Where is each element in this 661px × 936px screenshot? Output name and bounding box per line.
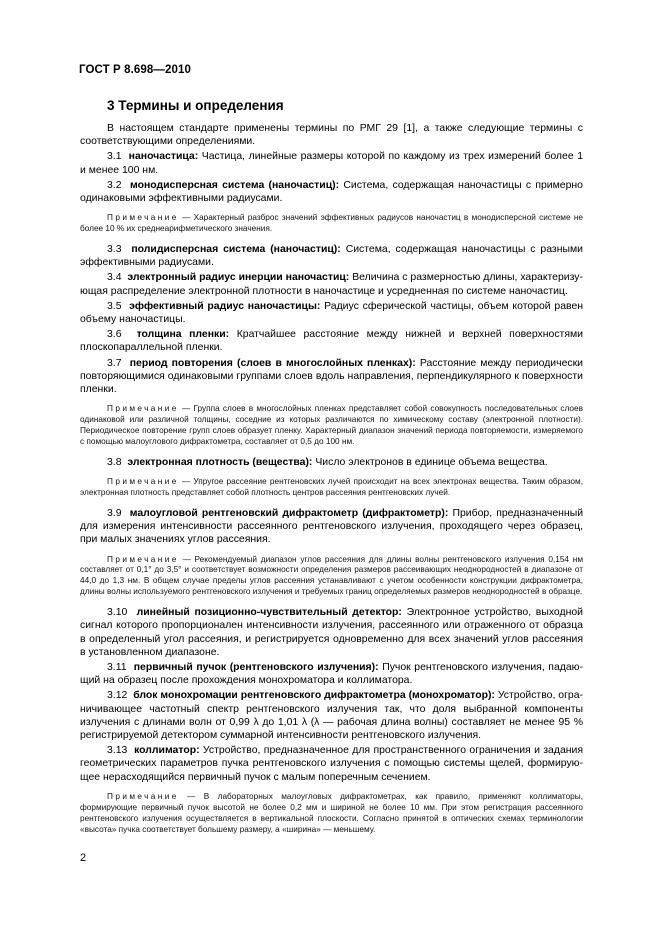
term-name: электронная плотность (вещества): [127, 456, 313, 468]
term-paragraph [80, 689, 583, 742]
note-label: Примечание [107, 791, 179, 801]
term-paragraph [80, 456, 583, 469]
term-definition: Система, содержащая наночастицы с примерно одинаковыми эффективными радиусами. [80, 179, 583, 205]
document-body [80, 122, 583, 843]
term-name: электронный радиус инерции наночастиц: [127, 272, 350, 284]
note-paragraph [80, 792, 583, 836]
term-name: полидисперсная система (наночастиц): [131, 244, 341, 256]
term-definition: Система, содержащая наночастицы с разными эффективными радиусами. [80, 244, 583, 269]
note-paragraph [80, 555, 583, 599]
term-definition: Кратчайшее расстояние между нижней и верхней поверхностями плоскопараллельной пленки. [80, 329, 583, 354]
term-definition: Пучок рентгеновского излучения, падающий на образец после прохождения монохроматора и коллиматора. [80, 661, 583, 687]
term-name: блок монохромации рентгеновского дифрактометра (монохроматор): [133, 690, 495, 702]
intro-paragraph: В настоящем стандарте применены термины по РМГ 29 [1], а также следующие термины с соответствующими определениями. [80, 123, 583, 148]
term-paragraph [80, 328, 583, 354]
note-label: Примечание [107, 554, 179, 564]
term-number: 3.8 [107, 456, 122, 468]
term-definition: Расстояние между периодически повторяющимися одинаковыми группами слоев вдоль направления, перпендикулярного к поверхности пленки. [80, 357, 583, 396]
note-paragraph [80, 213, 583, 235]
note-text: — Упругое рассеяние рентгеновских лучей происходит на всех электронах вещества. Таким образом, электронная плотность представляет собой плотность центров рассеяния рентгеновских лучей. [80, 477, 583, 497]
note-text: — Рекомендуемый диапазон углов рассеяния для длины волны рентгеновского излучения 0,154 нм составляет от 0,1° до 3,5° и соответствует возможности определения размеров рассеивающих неоднородностей в диапазоне от 44,0 до 1,3 нм. В общем случае пределы углов рассеяния устанавливают с учетом особенности конструкции дифрактометра, длины волны используемого рентгеновского излучения и требуемых границ определяемых размеров неоднородностей в образце. [80, 554, 583, 597]
note-text: — Характерный разброс значений эффективных радиусов наночастиц в монодисперсной системе не более 10 % их среднеарифметического значения. [80, 213, 583, 234]
term-name: линейный позиционно-чувствительный детектор: [136, 607, 402, 619]
term-definition: Устройство, предназначенное для пространственного ограничения и задания геометрических параметров пучка рентгеновского излучения с помощью системы щелей, формирующее нерасходящийся первичный пучок с малым поперечным сечением. [80, 745, 583, 783]
note-text: — Группа слоев в многослойных пленках представляет собой совокупность последовательных слоев одинаковой или различной толщины, соседние из которых различаются по химическому составу (электронной плотности). Периодическое повторение групп слоев образует пленку. Характерный диапазон значений периода повторяемости, измеряемого с помощью малоуглового дифрактометра, составляет от 0,5 до 100 нм. [80, 404, 583, 446]
term-number: 3.3 [107, 244, 122, 256]
term-number: 3.1 [107, 151, 122, 163]
term-definition: Величина с размерностью длины, характеризующая распределение электронной плотности в наночастице и усредненная по системе наночастиц. [80, 272, 583, 297]
term-name: монодисперсная система (наночастиц): [130, 179, 340, 191]
term-number: 3.9 [107, 507, 122, 519]
term-paragraph [80, 271, 583, 297]
term-name: период повторения (слоев в многослойных пленках): [129, 357, 416, 369]
term-number: 3.5 [107, 300, 122, 312]
term-definition: Частица, линейные размеры которой по каждому из трех измерений более 1 и менее 100 нм. [80, 151, 583, 176]
term-name: первичный пучок (рентгеновского излучения): [133, 661, 379, 673]
term-number: 3.7 [107, 357, 122, 369]
term-paragraph [80, 606, 583, 659]
note-paragraph [80, 404, 583, 448]
term-number: 3.13 [107, 745, 128, 757]
term-paragraph [80, 300, 583, 326]
term-name: толщина пленки: [136, 329, 230, 341]
term-paragraph [80, 661, 583, 687]
note-paragraph [80, 477, 583, 499]
term-definition: Радиус сферической частицы, объем которой равен объему наночастицы. [80, 300, 584, 326]
term-name: эффективный радиус наночастицы: [129, 300, 321, 312]
term-number: 3.4 [107, 272, 122, 284]
section-title: 3 Термины и определения [107, 98, 284, 113]
term-definition: Электронное устройство, выходной сигнал которого пропорционален интенсивности излучения, рассеянного или отраженного от образца в определенный угол рассеяния, и регистрируется одновременно для всех значений углов рассеяния в установленном диапазоне. [80, 607, 583, 658]
page-number: 2 [80, 852, 87, 864]
term-number: 3.12 [107, 690, 128, 702]
term-number: 3.11 [107, 661, 127, 673]
term-paragraph [80, 357, 583, 397]
term-paragraph [80, 150, 583, 176]
note-label: Примечание [107, 404, 179, 414]
term-definition: Прибор, предназначенный для измерения интенсивности рассеянного рентгеновского излучения, проходящего через образец, при малых значениях углов рассеяния. [80, 507, 584, 546]
term-paragraph [80, 744, 583, 784]
term-paragraph [80, 507, 583, 547]
term-name: наночастица: [128, 151, 199, 163]
term-paragraph [80, 179, 583, 205]
note-text: — В лабораторных малоугловых дифрактометрах, как правило, применяют коллиматоры, формирующие первичный пучок высотой не более 0,2 мм и шириной не более 10 мм. При этом регистрация рассеянного рентгеновского излучения осуществляется в вертикальной плоскости. Согласно принятой в оптических схемах терминологии «высота» пучка соответствует большему размеру, а «ширина» — меньшему. [80, 791, 583, 834]
standard-header: ГОСТ Р 8.698—2010 [79, 64, 191, 76]
term-definition: Число электронов в единице объема вещества. [315, 456, 548, 468]
term-paragraph [80, 243, 583, 269]
term-number: 3.6 [107, 329, 122, 341]
term-definition: Устройство, ограничивающее частотный спектр рентгеновского излучения так, что доля выбранной компоненты излучения с длинами волн от 0,99 λ до 1,01 λ (λ — рабочая длина волны) составляет не менее 95 % регистрируемой детектором суммарной интенсивности рентгеновского излучения. [80, 690, 583, 741]
term-number: 3.2 [107, 179, 122, 191]
note-label: Примечание [107, 477, 179, 487]
note-label: Примечание [107, 213, 179, 223]
term-name: малоугловой рентгеновский дифрактометр (дифрактометр): [129, 507, 449, 519]
term-name: коллиматор: [134, 745, 200, 757]
term-number: 3.10 [107, 607, 128, 619]
